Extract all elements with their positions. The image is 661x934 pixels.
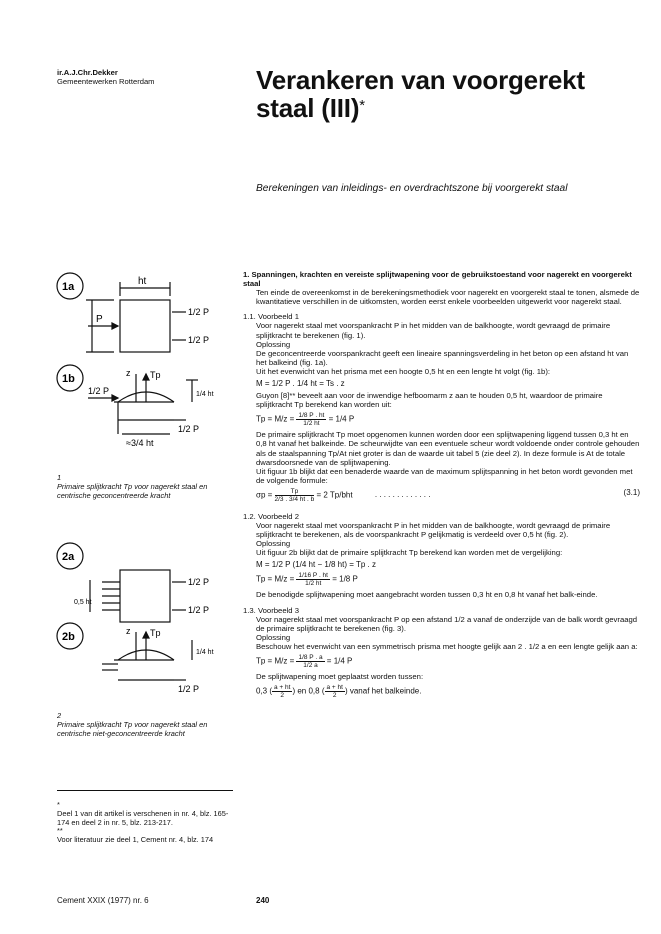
figure-2 — [54, 540, 234, 710]
section-1-intro: Ten einde de overeenkomst in de berekeningsmethodiek voor nagerekt en voorgerekt staal te tonen, alsmede de kwantitatieve verschillen in de uitkomsten, worden eerst enkele voorbeelden uitgewerkt voor nagerekt staal. — [256, 288, 640, 307]
s11-eq2-num: 1/8 P . ht — [298, 412, 325, 420]
s11-p4: Guyon [8]** beveelt aan voor de inwendige hefboomarm z aan te houden 0,5 ht, waardoor de primaire splijtkracht Tp berekend kan worden uit: — [256, 391, 603, 410]
s11-eq2-lhs: Tp = M/z = — [256, 414, 295, 424]
s11-heading: 1.1. Voorbeeld 1 — [243, 312, 299, 322]
s11-eq2 — [256, 412, 640, 427]
s13-eq2-frac2-num: a + ht — [326, 684, 343, 692]
figure-1-dim: ≈3/4 ht — [126, 438, 154, 448]
s13-eq2-frac1-num: a + ht — [274, 684, 291, 692]
s11-eq2-rhs: = 1/4 P — [328, 414, 355, 424]
s13-eq1-num: 1/8 P . a — [298, 654, 323, 661]
figure-1-Tp: Tp — [150, 370, 161, 380]
s11-p2: De geconcentreerde voorspankracht geeft een lineaire spanningsverdeling in het beton op een afstand ht van het balkeind (fig. 1a). — [256, 348, 629, 367]
s11-eq3-lhs: σp = — [256, 490, 273, 500]
figure-1-halfP-right: 1/2 P — [178, 424, 200, 434]
footnote-star-2: ** — [57, 826, 63, 836]
figure-1-caption-num: 1 — [57, 473, 62, 482]
s13-eq2-frac1 — [272, 684, 292, 699]
figure-2-halfP-top: 1/2 P — [188, 577, 210, 587]
s11-eq3-frac — [275, 488, 315, 503]
s13-eq1 — [256, 654, 640, 669]
figure-1a-label: 1a — [62, 281, 75, 293]
title-footnote-mark: * — [359, 97, 365, 114]
journal-footer: Cement XXIX (1977) nr. 6 — [57, 896, 149, 905]
s13-p2: Beschouw het evenwicht van een symmetrisch prisma met hoogte gelijk aan 2 . 1/2 a en een lengte gelijk aan a: — [256, 641, 638, 651]
title-line-1: Verankeren van voorgerekt — [256, 65, 585, 95]
s12-oplossing: Oplossing — [256, 539, 291, 549]
s13-p3: De splijtwapening moet geplaatst worden tussen: — [256, 672, 424, 681]
figure-1-z: z — [126, 368, 131, 378]
footnote-rule — [57, 790, 233, 791]
s11-eq3 — [256, 488, 640, 503]
s13-eq2-en: en 0,8 — [297, 686, 320, 696]
s12-eq2-num: 1/16 P . ht — [298, 572, 328, 580]
s11-eq2-frac — [296, 412, 326, 427]
page-number: 240 — [256, 896, 270, 905]
s13-eq2: 0,3 ( $\frac{a + ht}{2}$ ) en 0,8 ( $\frac{a + ht}{2}$ ) vanaf het balkeinde. — [256, 684, 422, 700]
s12-eq2 — [256, 572, 640, 587]
figure-1-halfP-bottom: 1/2 P — [188, 335, 210, 345]
s12-heading: 1.2. Voorbeeld 2 — [243, 511, 299, 521]
s11-p5: De primaire splijtkracht Tp moet opgenomen kunnen worden door een splijtwapening liggend tussen 0,3 ht en 0,8 ht vanaf het balkeinde. De scheurwijdte van een eventuele scheur wordt voldoende onder controle gehouden als de staalspanning Tp/At niet groter is dan de waarde uit tabel 5 (zie deel 2). In deze formule is At de totale dwarsdoorsnede van de splijtwapening. — [256, 430, 640, 467]
s12-eq2-den: 1/2 ht — [305, 580, 322, 588]
author-block — [57, 68, 155, 86]
s11-eq3-dots: . . . . . . . . . . . . . — [374, 490, 431, 500]
figure-2a-label: 2a — [62, 551, 75, 563]
article-body — [243, 270, 640, 702]
figure-2a-block — [120, 570, 170, 622]
figure-1 — [54, 270, 234, 470]
s11-eq3-number: (3.1) — [623, 487, 640, 497]
s13-eq1-frac — [296, 654, 324, 669]
figure-2-caption-num: 2 — [57, 711, 62, 720]
footnote-2: Voor literatuur zie deel 1, Cement nr. 4, blz. 174 — [57, 835, 214, 845]
s12-p2: Uit figuur 2b blijkt dat de primaire splijtkracht Tp berekend kan worden met de vergelijking: — [256, 548, 563, 558]
figure-2-halfP-right: 1/2 P — [178, 684, 200, 694]
figure-1b-label: 1b — [62, 373, 75, 385]
s11-p3: Uit het evenwicht van het prisma met een hoogte 0,5 ht en een lengte ht volgt (fig. 1b): — [256, 366, 551, 376]
figure-1-quarter: 1/4 ht — [196, 391, 214, 398]
figure-2-halfP-bottom: 1/2 P — [188, 605, 210, 615]
s12-p1: Voor nagerekt staal met voorspankracht P in het midden van de balkhoogte, wordt gevraagd de primaire splijtkracht te berekenen, als de voorspankracht P gelijkmatig is verdeeld over 0,5 ht (fig. 2). — [256, 520, 611, 540]
s13-heading: 1.3. Voorbeeld 3 — [243, 605, 299, 615]
s13-eq2-end: vanaf het balkeinde. — [349, 686, 422, 696]
figure-2-quarter: 1/4 ht — [196, 649, 214, 656]
s12-eq2-frac — [296, 572, 330, 587]
footnotes — [57, 790, 233, 845]
s13-oplossing: Oplossing — [256, 632, 291, 642]
s13-eq1-den: 1/2 a — [303, 662, 318, 669]
s12-p3: De benodigde splijtwapening moet aangebracht worden tussen 0,3 ht en 0,8 ht vanaf het balk-einde. — [256, 590, 598, 600]
s13-eq2-frac2-den: 2 — [332, 692, 337, 700]
figure-1a-block — [120, 300, 170, 352]
figure-2-z: z — [126, 626, 131, 636]
s13-eq2-a: 0,3 — [256, 686, 268, 696]
s13-eq2-frac2 — [325, 684, 345, 699]
s11-p1: Voor nagerekt staal met voorspankracht P in het midden van de balkhoogte, wordt gevraagd de primaire splijtkracht te berekenen (fig. 1). — [256, 321, 611, 340]
s13-eq1-rhs: = 1/4 P — [326, 656, 353, 666]
s11-eq1: M = 1/2 P . 1/4 ht = Ts . z — [256, 379, 345, 389]
s13-p1: Voor nagerekt staal met voorspankracht P op een afstand 1/2 a vanaf de onderzijde van de balk wordt gevraagd de primaire splijtkracht te berekenen (fig. 3). — [256, 614, 638, 633]
figure-1-halfP-left: 1/2 P — [88, 386, 110, 396]
s12-eq2-lhs: Tp = M/z = — [256, 575, 295, 585]
footnote-1: Deel 1 van dit artikel is verschenen in nr. 4, blz. 165-174 en deel 2 in nr. 5, blz. 213-217. — [57, 808, 229, 827]
footnote-star-1: * — [57, 800, 60, 809]
s11-p6: Uit figuur 1b blijkt dat een benaderde waarde van de maximum splijtspanning in het beton wordt gevonden met de volgende formule: — [256, 466, 633, 485]
s13-eq1-lhs: Tp = M/z = — [256, 656, 295, 666]
figure-1-halfP-top: 1/2 P — [188, 307, 210, 317]
figure-1-caption — [57, 474, 237, 500]
article-subtitle: Berekeningen van inleidings- en overdrachtszone bij voorgerekt staal — [256, 183, 568, 194]
s13-eq2-frac1-den: 2 — [280, 692, 285, 700]
s11-eq3-num: Tp — [275, 488, 315, 496]
article-title — [256, 66, 585, 122]
s11-eq3-den: 2/3 . 3/4 ht . b — [274, 495, 315, 503]
title-line-2: staal (III) — [256, 93, 360, 123]
s11-oplossing: Oplossing — [256, 339, 291, 349]
author-affiliation: Gemeentewerken Rotterdam — [57, 77, 155, 86]
s12-eq2-rhs: = 1/8 P — [332, 575, 358, 585]
author-name: ir.A.J.Chr.Dekker — [57, 68, 118, 77]
figure-2-caption-text: Primaire splijtkracht Tp voor nagerekt staal en centrische niet-geconcentreerde kracht — [57, 719, 208, 738]
s11-eq3-rhs: = 2 Tp/bht — [316, 490, 353, 500]
section-1-heading: 1. Spanningen, krachten en vereiste splijtwapening voor de gebruikstoestand voor nagerekt en voorgerekt staal — [243, 270, 632, 289]
figure-2-caption — [57, 712, 237, 738]
figure-2b-label: 2b — [62, 631, 75, 643]
figure-2-dim: 0,5 ht — [74, 599, 92, 606]
figure-1-ht: ht — [138, 276, 147, 287]
figure-2-Tp: Tp — [150, 628, 161, 638]
figure-1-P: P — [96, 314, 103, 325]
figure-1-caption-text: Primaire splijtkracht Tp voor nagerekt staal en centrische geconcentreerde kracht — [57, 481, 208, 500]
s12-eq1: M = 1/2 P (1/4 ht − 1/8 ht) = Tp . z — [256, 560, 376, 570]
s11-eq2-den: 1/2 ht — [303, 420, 320, 428]
